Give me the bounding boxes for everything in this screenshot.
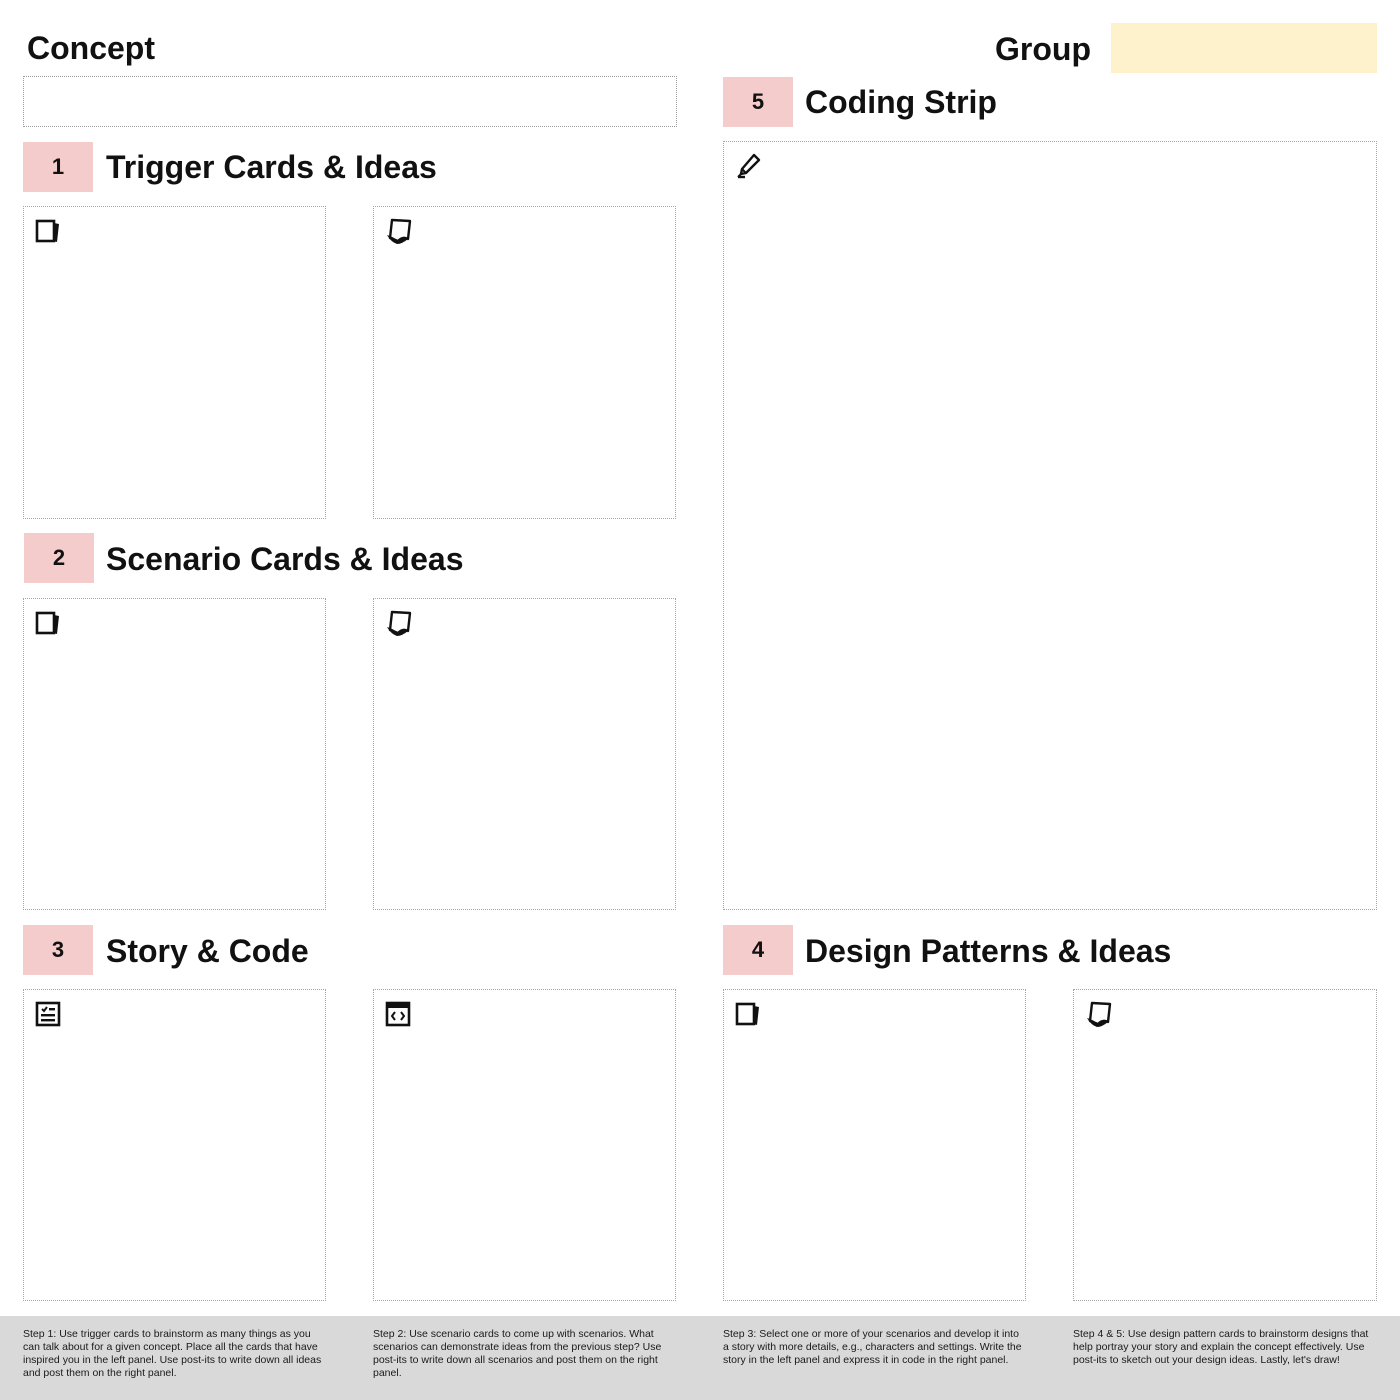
card-icon <box>34 217 62 245</box>
concept-input-box[interactable] <box>23 76 677 127</box>
step-2-instructions: Step 2: Use scenario cards to come up with scenarios. What scenarios can demonstrate ideas from the previous step? Use post-its to write down all scenarios and post them on the right panel. <box>373 1328 662 1379</box>
section-3-badge: 3 <box>23 925 93 975</box>
card-icon <box>34 609 62 637</box>
card-icon <box>734 1000 762 1028</box>
step-3-instructions: Step 3: Select one or more of your scenarios and develop it into a story with more details, e.g., characters and settings. Write the story in the left panel and express it in code in the right panel. <box>723 1328 1022 1366</box>
section-2-badge: 2 <box>24 533 94 583</box>
group-label: Group <box>995 31 1091 67</box>
section-5-title: Coding Strip <box>805 84 997 120</box>
code-panel[interactable] <box>373 989 676 1301</box>
section-2-title: Scenario Cards & Ideas <box>106 541 464 577</box>
pen-icon <box>734 152 762 180</box>
sticky-note-icon <box>384 217 412 245</box>
scenario-ideas-panel[interactable] <box>373 598 676 910</box>
story-document-icon <box>34 1000 62 1028</box>
section-3-title: Story & Code <box>106 933 309 969</box>
trigger-ideas-panel[interactable] <box>373 206 676 519</box>
story-panel[interactable] <box>23 989 326 1301</box>
section-1-title: Trigger Cards & Ideas <box>106 149 437 185</box>
code-window-icon <box>384 1000 412 1028</box>
trigger-cards-panel[interactable] <box>23 206 326 519</box>
coding-strip-panel[interactable] <box>723 141 1377 910</box>
sticky-note-icon <box>384 609 412 637</box>
section-4-badge: 4 <box>723 925 793 975</box>
step-1-instructions: Step 1: Use trigger cards to brainstorm as many things as you can talk about for a given concept. Place all the cards that have inspired you in the left panel. Use post-its to write down all ideas and post them on the right panel. <box>23 1328 322 1379</box>
section-5-badge: 5 <box>723 77 793 127</box>
design-pattern-cards-panel[interactable] <box>723 989 1026 1301</box>
concept-label: Concept <box>27 30 155 66</box>
section-4-title: Design Patterns & Ideas <box>805 933 1172 969</box>
group-input-box[interactable] <box>1111 23 1377 73</box>
step-4-5-instructions: Step 4 & 5: Use design pattern cards to brainstorm designs that help portray your story and explain the concept effectively. Use post-its to sketch out your design ideas. Lastly, let's draw! <box>1073 1328 1369 1366</box>
scenario-cards-panel[interactable] <box>23 598 326 910</box>
section-1-badge: 1 <box>23 142 93 192</box>
design-ideas-panel[interactable] <box>1073 989 1377 1301</box>
sticky-note-icon <box>1084 1000 1112 1028</box>
